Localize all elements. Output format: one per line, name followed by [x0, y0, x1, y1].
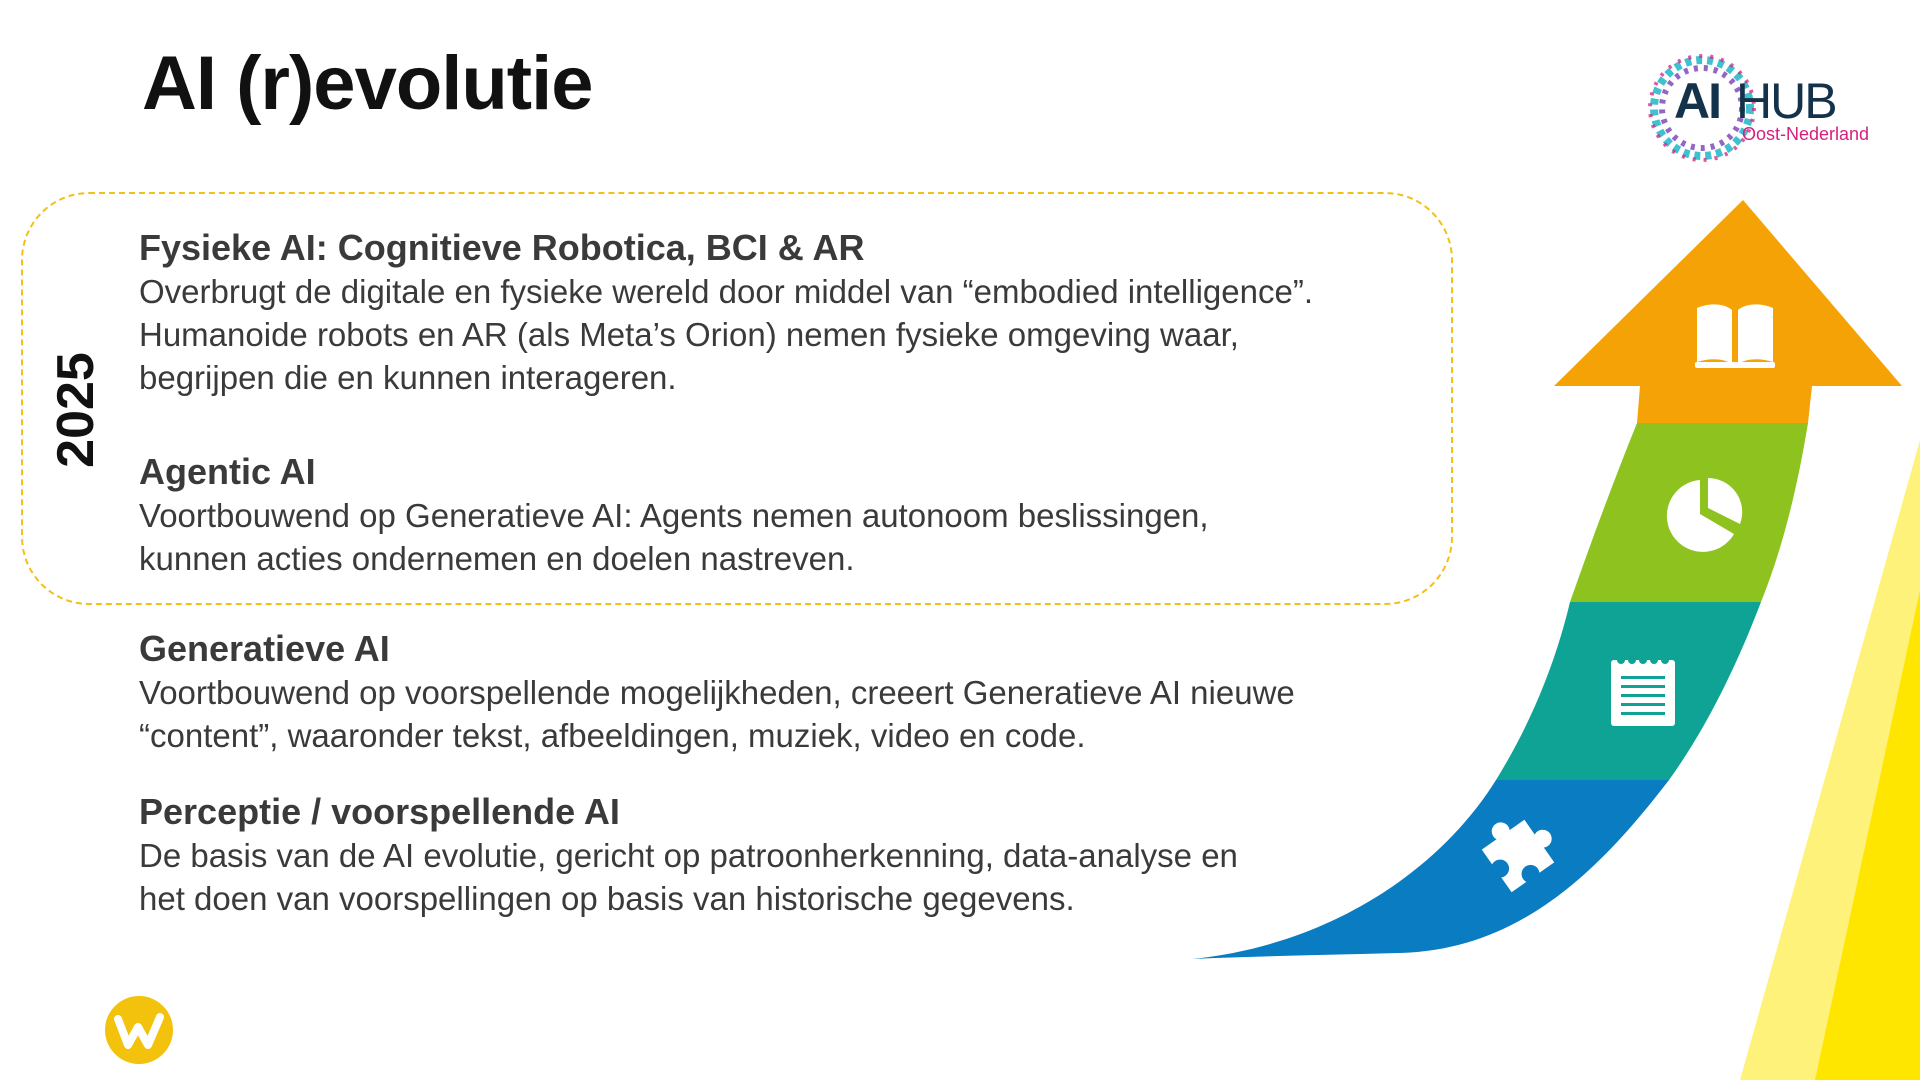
arrow-segment-blue	[1192, 780, 1669, 959]
description-line: kunnen acties ondernemen en doelen nastreven.	[139, 540, 855, 577]
section-heading: Agentic AI	[139, 451, 316, 492]
section-heading: Generatieve AI	[139, 628, 390, 669]
description-line: Humanoide robots en AR (als Meta’s Orion) nemen fysieke omgeving waar,	[139, 316, 1239, 353]
section-heading: Fysieke AI: Cognitieve Robotica, BCI & AR	[139, 227, 865, 268]
description-line: “content”, waaronder tekst, afbeeldingen, muziek, video en code.	[139, 717, 1086, 754]
description-line: Voortbouwend op voorspellende mogelijkheden, creeert Generatieve AI nieuwe	[139, 674, 1295, 711]
growth-arrow	[1180, 190, 1910, 970]
section-heading: Perceptie / voorspellende AI	[139, 791, 620, 832]
description-line: De basis van de AI evolutie, gericht op patroonherkenning, data-analyse en	[139, 837, 1238, 874]
notepad-icon	[1611, 656, 1675, 726]
slide-title: AI (r)evolutie	[142, 41, 593, 126]
description-line: het doen van voorspellingen op basis van historische gegevens.	[139, 880, 1075, 917]
hub-logo-subtitle: Oost-Nederland	[1742, 124, 1870, 144]
description-line: Voortbouwend op Generatieve AI: Agents nemen autonoom beslissingen,	[139, 497, 1209, 534]
year-label: 2025	[47, 352, 105, 468]
hub-logo-hub: HUB	[1736, 73, 1836, 129]
hub-logo-ai: AI	[1674, 73, 1720, 129]
ai-hub-logo	[1640, 42, 1890, 172]
description-line: begrijpen die en kunnen interageren.	[139, 359, 677, 396]
description-line: Overbrugt de digitale en fysieke wereld door middel van “embodied intelligence”.	[139, 273, 1313, 310]
w-logo-icon	[104, 995, 174, 1065]
